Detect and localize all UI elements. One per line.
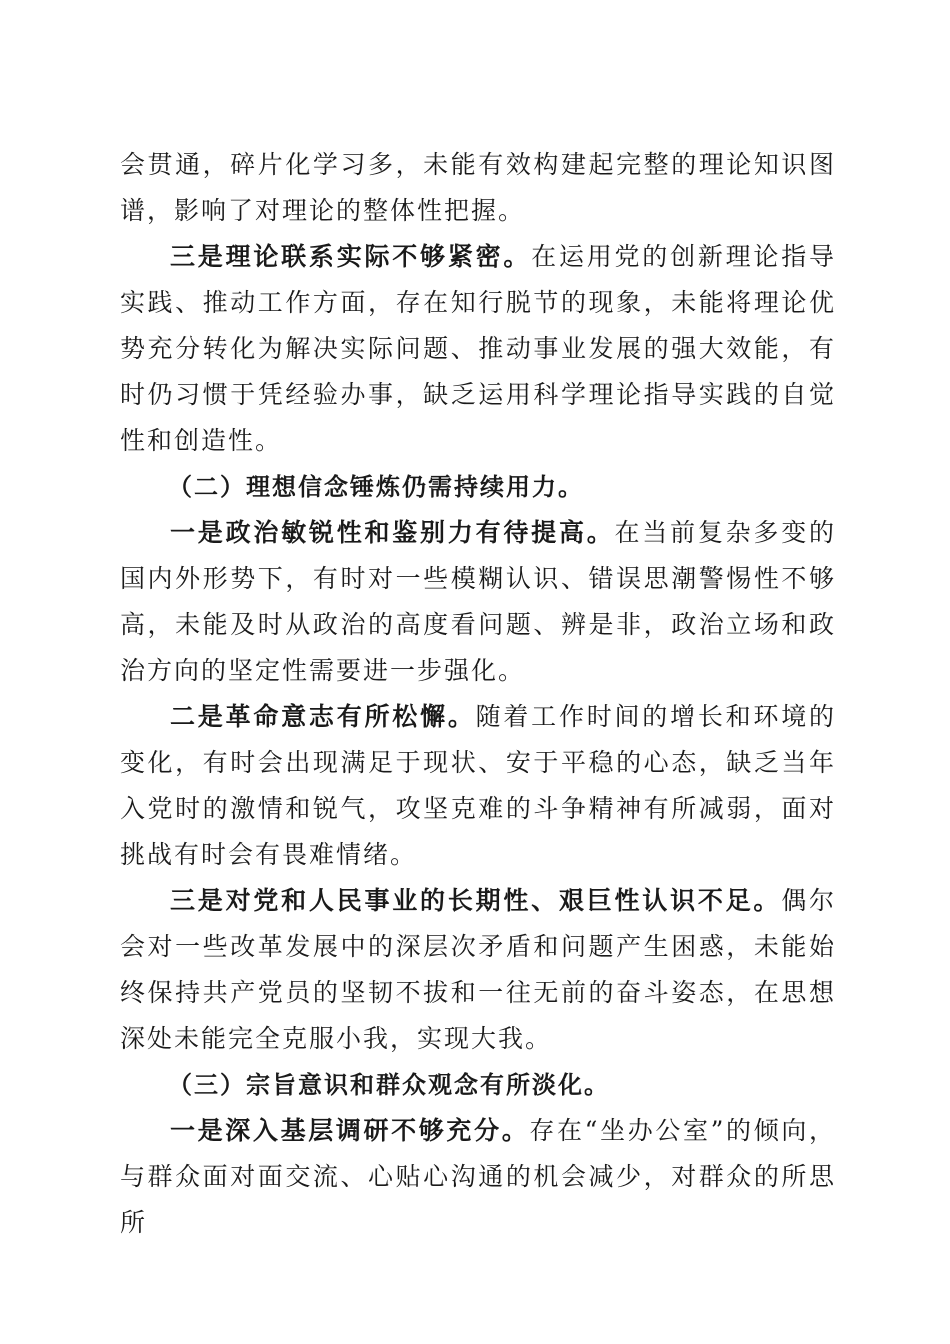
- paragraph-continuation: [120, 142, 836, 234]
- paragraph-grassroots-research: [120, 1108, 836, 1246]
- paragraph-text: 随着工作时间的增长和环境的变化，有时会出现满足于现状、安于平稳的心态，缺乏当年入党时的激情和锐气，攻坚克难的斗争精神有所减弱，面对挑战有时会有畏难情绪。: [120, 702, 836, 869]
- paragraph-text: 偶尔会对一些改革发展中的深层次矛盾和问题产生困惑，未能始终保持共产党员的坚韧不拔和一往无前的奋斗姿态，在思想深处未能完全克服小我，实现大我。: [120, 886, 836, 1053]
- paragraph-lead: 二是革命意志有所松懈。: [170, 702, 476, 731]
- paragraph-political-sensitivity: [120, 510, 836, 694]
- paragraph-text: 存在“坐办公室”的倾向，与群众面对面交流、心贴心沟通的机会减少，对群众的所思所: [120, 1116, 836, 1237]
- paragraph-revolutionary-will: [120, 694, 836, 878]
- paragraph-text: 在当前复杂多变的国内外形势下，有时对一些模糊认识、错误思潮警惕性不够高，未能及时从政治的高度看问题、辨是非，政治立场和政治方向的坚定性需要进一步强化。: [120, 518, 836, 685]
- section-heading-mass-line: （三）宗旨意识和群众观念有所淡化。: [168, 1071, 610, 1099]
- paragraph-lead: 一是深入基层调研不够充分。: [170, 1116, 530, 1145]
- paragraph-long-term-awareness: [120, 878, 836, 1062]
- paragraph-theory-practice: [120, 234, 836, 464]
- paragraph-lead: 三是对党和人民事业的长期性、艰巨性认识不足。: [170, 886, 782, 915]
- paragraph-lead: 三是理论联系实际不够紧密。: [170, 242, 532, 271]
- document-body: [120, 142, 836, 1246]
- paragraph-lead: 一是政治敏锐性和鉴别力有待提高。: [170, 518, 615, 547]
- paragraph-text: 会贯通，碎片化学习多，未能有效构建起完整的理论知识图谱，影响了对理论的整体性把握。: [120, 150, 836, 225]
- paragraph-text: 在运用党的创新理论指导实践、推动工作方面，存在知行脱节的现象，未能将理论优势充分转化为解决实际问题、推动事业发展的强大效能，有时仍习惯于凭经验办事，缺乏运用科学理论指导实践的自觉性和创造性。: [120, 242, 836, 455]
- section-heading-ideals: （二）理想信念锤炼仍需持续用力。: [168, 473, 584, 501]
